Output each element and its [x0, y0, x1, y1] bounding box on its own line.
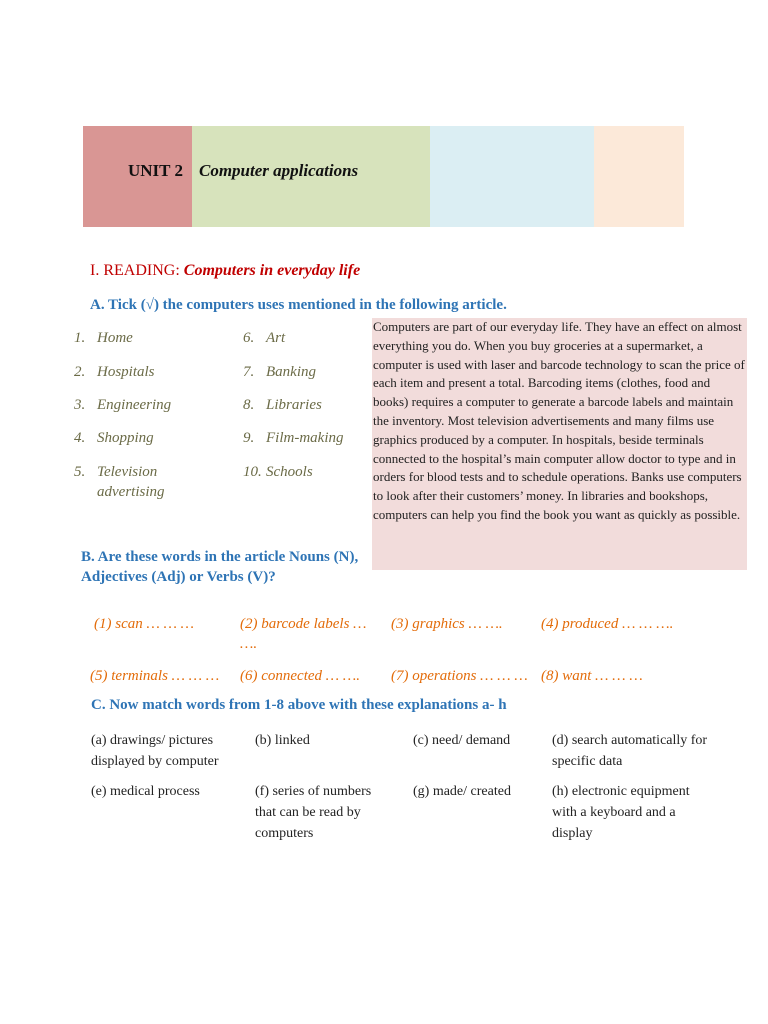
list-item-number: 3. — [74, 397, 86, 413]
list-item-number: 9. — [243, 430, 255, 446]
list-item-text: Hospitals — [97, 364, 155, 380]
vocab-word: (7) operations … … … — [391, 668, 528, 684]
list-item-number: 1. — [74, 330, 86, 346]
list-item-text: Television advertising — [97, 464, 165, 500]
article-text: Computers are part of our everyday life. They have an effect on almost everything you do. When you buy groceries at a supermarket, a computer is used with laser and barcode technology to scan the price of each item and present a total. Barcoding items (clothes, food and books) requires a computer to generate a barcode labels and maintain the inventory. Most television advertisements and many films use graphics produced by a computer. In hospitals, beside terminals connected to the hospital’s main computer allow doctor to type and in orders for blood tests and to schedule operations. Banks use computers to look after their customers’ money. In libraries and bookshops, computers can help you find the book you want as quickly as possible. — [372, 318, 747, 570]
task-a-instruction: A. Tick (√) the computers uses mentioned in the following article. — [90, 297, 507, 313]
reading-heading — [90, 262, 360, 280]
explanation-item: (e) medical process — [91, 784, 200, 799]
list-item-number: 6. — [243, 330, 255, 346]
list-item-number: 10. — [243, 464, 262, 480]
list-item-text: Shopping — [97, 430, 154, 446]
explanation-item: (g) made/ created — [413, 784, 511, 799]
vocab-word: (6) connected … …. — [240, 668, 360, 684]
list-item-text: Art — [266, 330, 286, 346]
unit-label: UNIT 2 — [128, 161, 183, 180]
vocab-word: (2) barcode labels … …. — [240, 616, 367, 652]
banner-band-blue — [430, 126, 594, 227]
list-item-text: Banking — [266, 364, 316, 380]
list-item-text: Home — [97, 330, 133, 346]
reading-heading-label: I. READING: — [90, 262, 184, 279]
reading-subheading: Computers in everyday life — [183, 262, 361, 279]
list-item-number: 8. — [243, 397, 255, 413]
explanation-item: (f) series of numbers that can be read by computers — [255, 784, 372, 841]
vocab-word: (3) graphics … …. — [391, 616, 503, 632]
explanation-item: (b) linked — [255, 733, 310, 748]
list-item-text: Film-making — [266, 430, 344, 446]
list-item-text: Libraries — [266, 397, 322, 413]
list-item-number: 4. — [74, 430, 86, 446]
explanation-item: (c) need/ demand — [413, 733, 511, 748]
vocab-word: (8) want … … … — [541, 668, 643, 684]
list-item-number: 5. — [74, 464, 86, 480]
explanation-item: (a) drawings/ pictures displayed by computer — [91, 733, 219, 769]
banner-band-peach — [594, 126, 684, 227]
list-item-text: Engineering — [97, 397, 172, 413]
explanation-item: (h) electronic equipment with a keyboard and a display — [552, 784, 690, 841]
list-item-number: 2. — [74, 364, 86, 380]
unit-title: Computer applications — [199, 161, 359, 180]
list-item-number: 7. — [243, 364, 255, 380]
vocab-word: (4) produced … … …. — [541, 616, 674, 632]
explanation-item: (d) search automatically for specific data — [552, 733, 708, 769]
task-c-instruction: C. Now match words from 1-8 above with these explanations a- h — [91, 697, 507, 713]
list-item-text: Schools — [266, 464, 313, 480]
vocab-word: (5) terminals … … … — [90, 668, 220, 684]
task-b-instruction: B. Are these words in the article Nouns (N), Adjectives (Adj) or Verbs (V)? — [81, 549, 359, 585]
vocab-word: (1) scan … … … — [94, 616, 194, 632]
